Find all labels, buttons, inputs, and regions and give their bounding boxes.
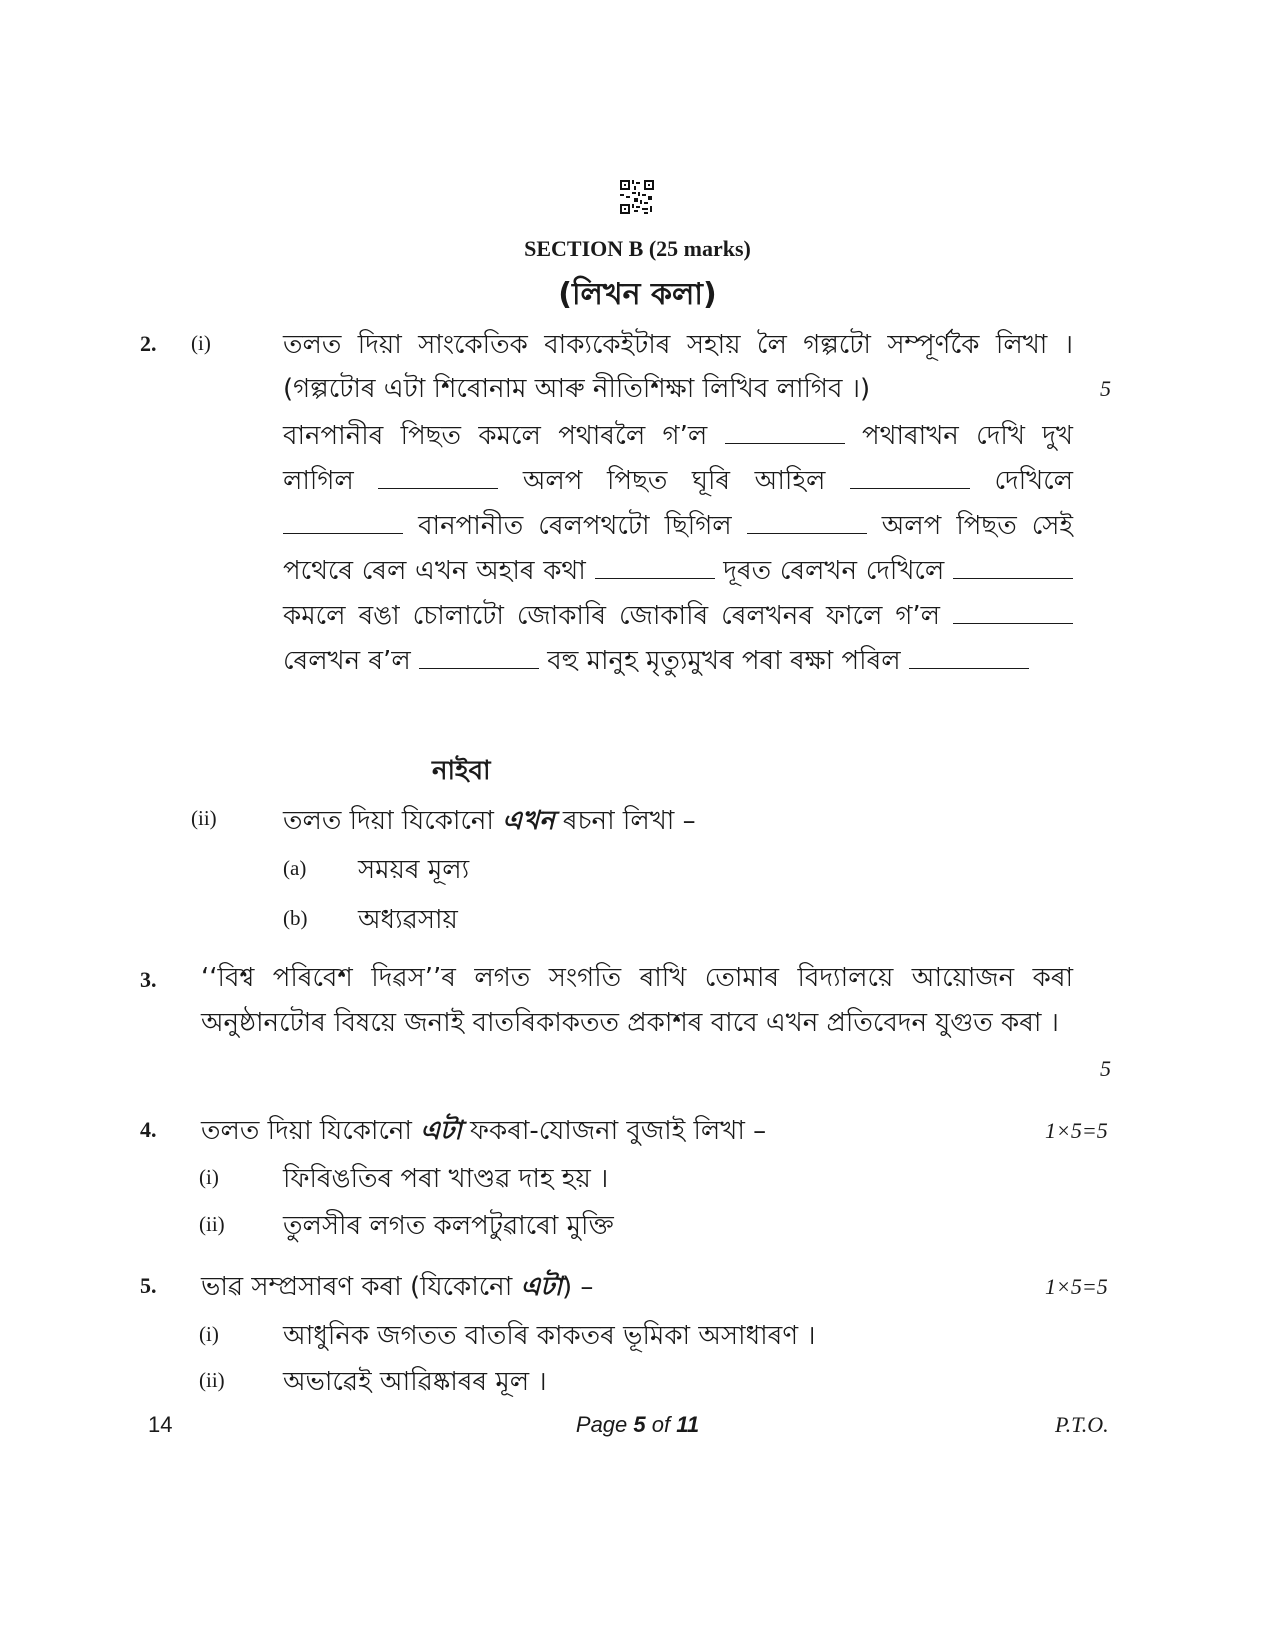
pto-label: P.T.O.: [1055, 1412, 1109, 1437]
fill-blank: [953, 556, 1073, 579]
page-number: 5: [633, 1412, 646, 1437]
section-subtitle: (লিখন কলা): [558, 277, 717, 312]
story-segment: বানপানীত ৰেলপথটো ছিগিল: [418, 511, 732, 541]
story-segment: কমলে ৰঙা চোলাটো জোকাৰি জোকাৰি ৰেলখনৰ ফালে গ’ল: [283, 601, 940, 631]
fill-blank: [283, 511, 403, 534]
question-text: [201, 1110, 766, 1154]
fill-blank: [419, 646, 539, 669]
question-text-suffix: ) –: [562, 1272, 594, 1302]
marks: 1×5=5: [1045, 1274, 1108, 1299]
question-text-suffix: ৰচনা লিখা –: [562, 806, 696, 836]
question-text: [201, 1266, 593, 1310]
fill-blank: [909, 646, 1029, 669]
or-label: নাইবা: [432, 756, 491, 786]
option-label: (b): [283, 906, 308, 930]
qr-code-icon: [620, 180, 654, 214]
question-text: ‘‘বিশ্ব পৰিবেশ দিৱস’’ৰ লগত সংগতি ৰাখি তোমাৰ বিদ্যালয়ে আয়োজন কৰা অনুষ্ঠানটোৰ বিষয়ে জনাই বাতৰিকাকতত প্ৰকাশৰ বাবে এখন প্ৰতিবেদন যুগুত কৰা ।: [201, 963, 1073, 1038]
emphasis-word: এটা: [520, 1272, 562, 1302]
story-segment: অলপ পিছত সেই পথেৰে ৰেল এখন অহাৰ কথা: [283, 511, 1074, 586]
page-word: Page: [575, 1412, 628, 1437]
of-word: of: [651, 1412, 671, 1437]
option-label: (a): [283, 856, 307, 880]
item-text: ফিৰিঙতিৰ পৰা খাণ্ডৱ দাহ হয় ।: [283, 1164, 609, 1194]
question-text-prefix: ভাৱ সম্প্ৰসাৰণ কৰা (যিকোনো: [201, 1272, 513, 1302]
item-text: আধুনিক জগতত বাতৰি কাকতৰ ভূমিকা অসাধাৰণ ।: [283, 1321, 816, 1351]
item-label: (ii): [199, 1212, 225, 1236]
fill-blank: [725, 421, 845, 444]
part-label: (ii): [191, 806, 217, 830]
question-text-suffix: ফকৰা-যোজনা বুজাই লিখা –: [470, 1116, 767, 1146]
story-segment: ৰেলখন ৰ’ল: [283, 646, 411, 676]
question-number: 3.: [140, 967, 157, 992]
fill-blank: [850, 466, 970, 489]
story-segment: বহু মানুহ মৃত্যুমুখৰ পৰা ৰক্ষা পৰিল: [547, 646, 901, 676]
question-text: (গল্পটোৰ এটা শিৰোনাম আৰু নীতিশিক্ষা লিখিব লাগিব ।): [283, 374, 871, 404]
fill-blank: [378, 466, 498, 489]
question-text-prefix: তলত দিয়া যিকোনো: [201, 1116, 412, 1146]
story-hints: [283, 414, 1073, 684]
question-text: [283, 800, 696, 844]
question-text: তলত দিয়া সাংকেতিক বাক্যকেইটাৰ সহায় লৈ গল্পটো সম্পূৰ্ণকৈ লিখা ।: [283, 330, 1073, 360]
option-text: সময়ৰ মূল্য: [358, 855, 470, 885]
emphasis-word: এখন: [502, 806, 555, 836]
part-label: (i): [191, 331, 211, 355]
marks: 5: [1100, 1056, 1111, 1081]
item-label: (i): [199, 1165, 219, 1189]
story-segment: বানপানীৰ পিছত কমলে পথাৰলৈ গ’ল: [283, 421, 708, 451]
fill-blank: [953, 601, 1073, 624]
fill-blank: [747, 511, 867, 534]
fill-blank: [595, 556, 715, 579]
question-number: 2.: [140, 331, 157, 356]
question-number: 5.: [140, 1273, 157, 1298]
marks: 1×5=5: [1045, 1118, 1108, 1143]
emphasis-word: এটা: [420, 1116, 462, 1146]
item-label: (ii): [199, 1368, 225, 1392]
item-label: (i): [199, 1322, 219, 1346]
marks: 5: [1100, 376, 1111, 401]
item-text: অভাৱেই আৱিষ্কাৰৰ মূল ।: [283, 1367, 547, 1397]
story-segment: অলপ পিছত ঘূৰি আহিল: [522, 466, 826, 496]
item-text: তুলসীৰ লগত কলপটুৱাৰো মুক্তি: [283, 1211, 614, 1241]
story-segment: পথাৰাখন দেখি দুখ লাগিল: [283, 421, 1073, 496]
paper-code: 14: [148, 1412, 173, 1437]
question-text-prefix: তলত দিয়া যিকোনো: [283, 806, 494, 836]
story-segment: দেখিলে: [994, 466, 1074, 496]
option-text: অধ্যৱসায়: [358, 905, 458, 935]
question-number: 4.: [140, 1117, 157, 1142]
page-total: 11: [676, 1412, 700, 1437]
story-segment: দূৰত ৰেলখন দেখিলে: [723, 556, 945, 586]
section-title: SECTION B (25 marks): [524, 236, 751, 261]
